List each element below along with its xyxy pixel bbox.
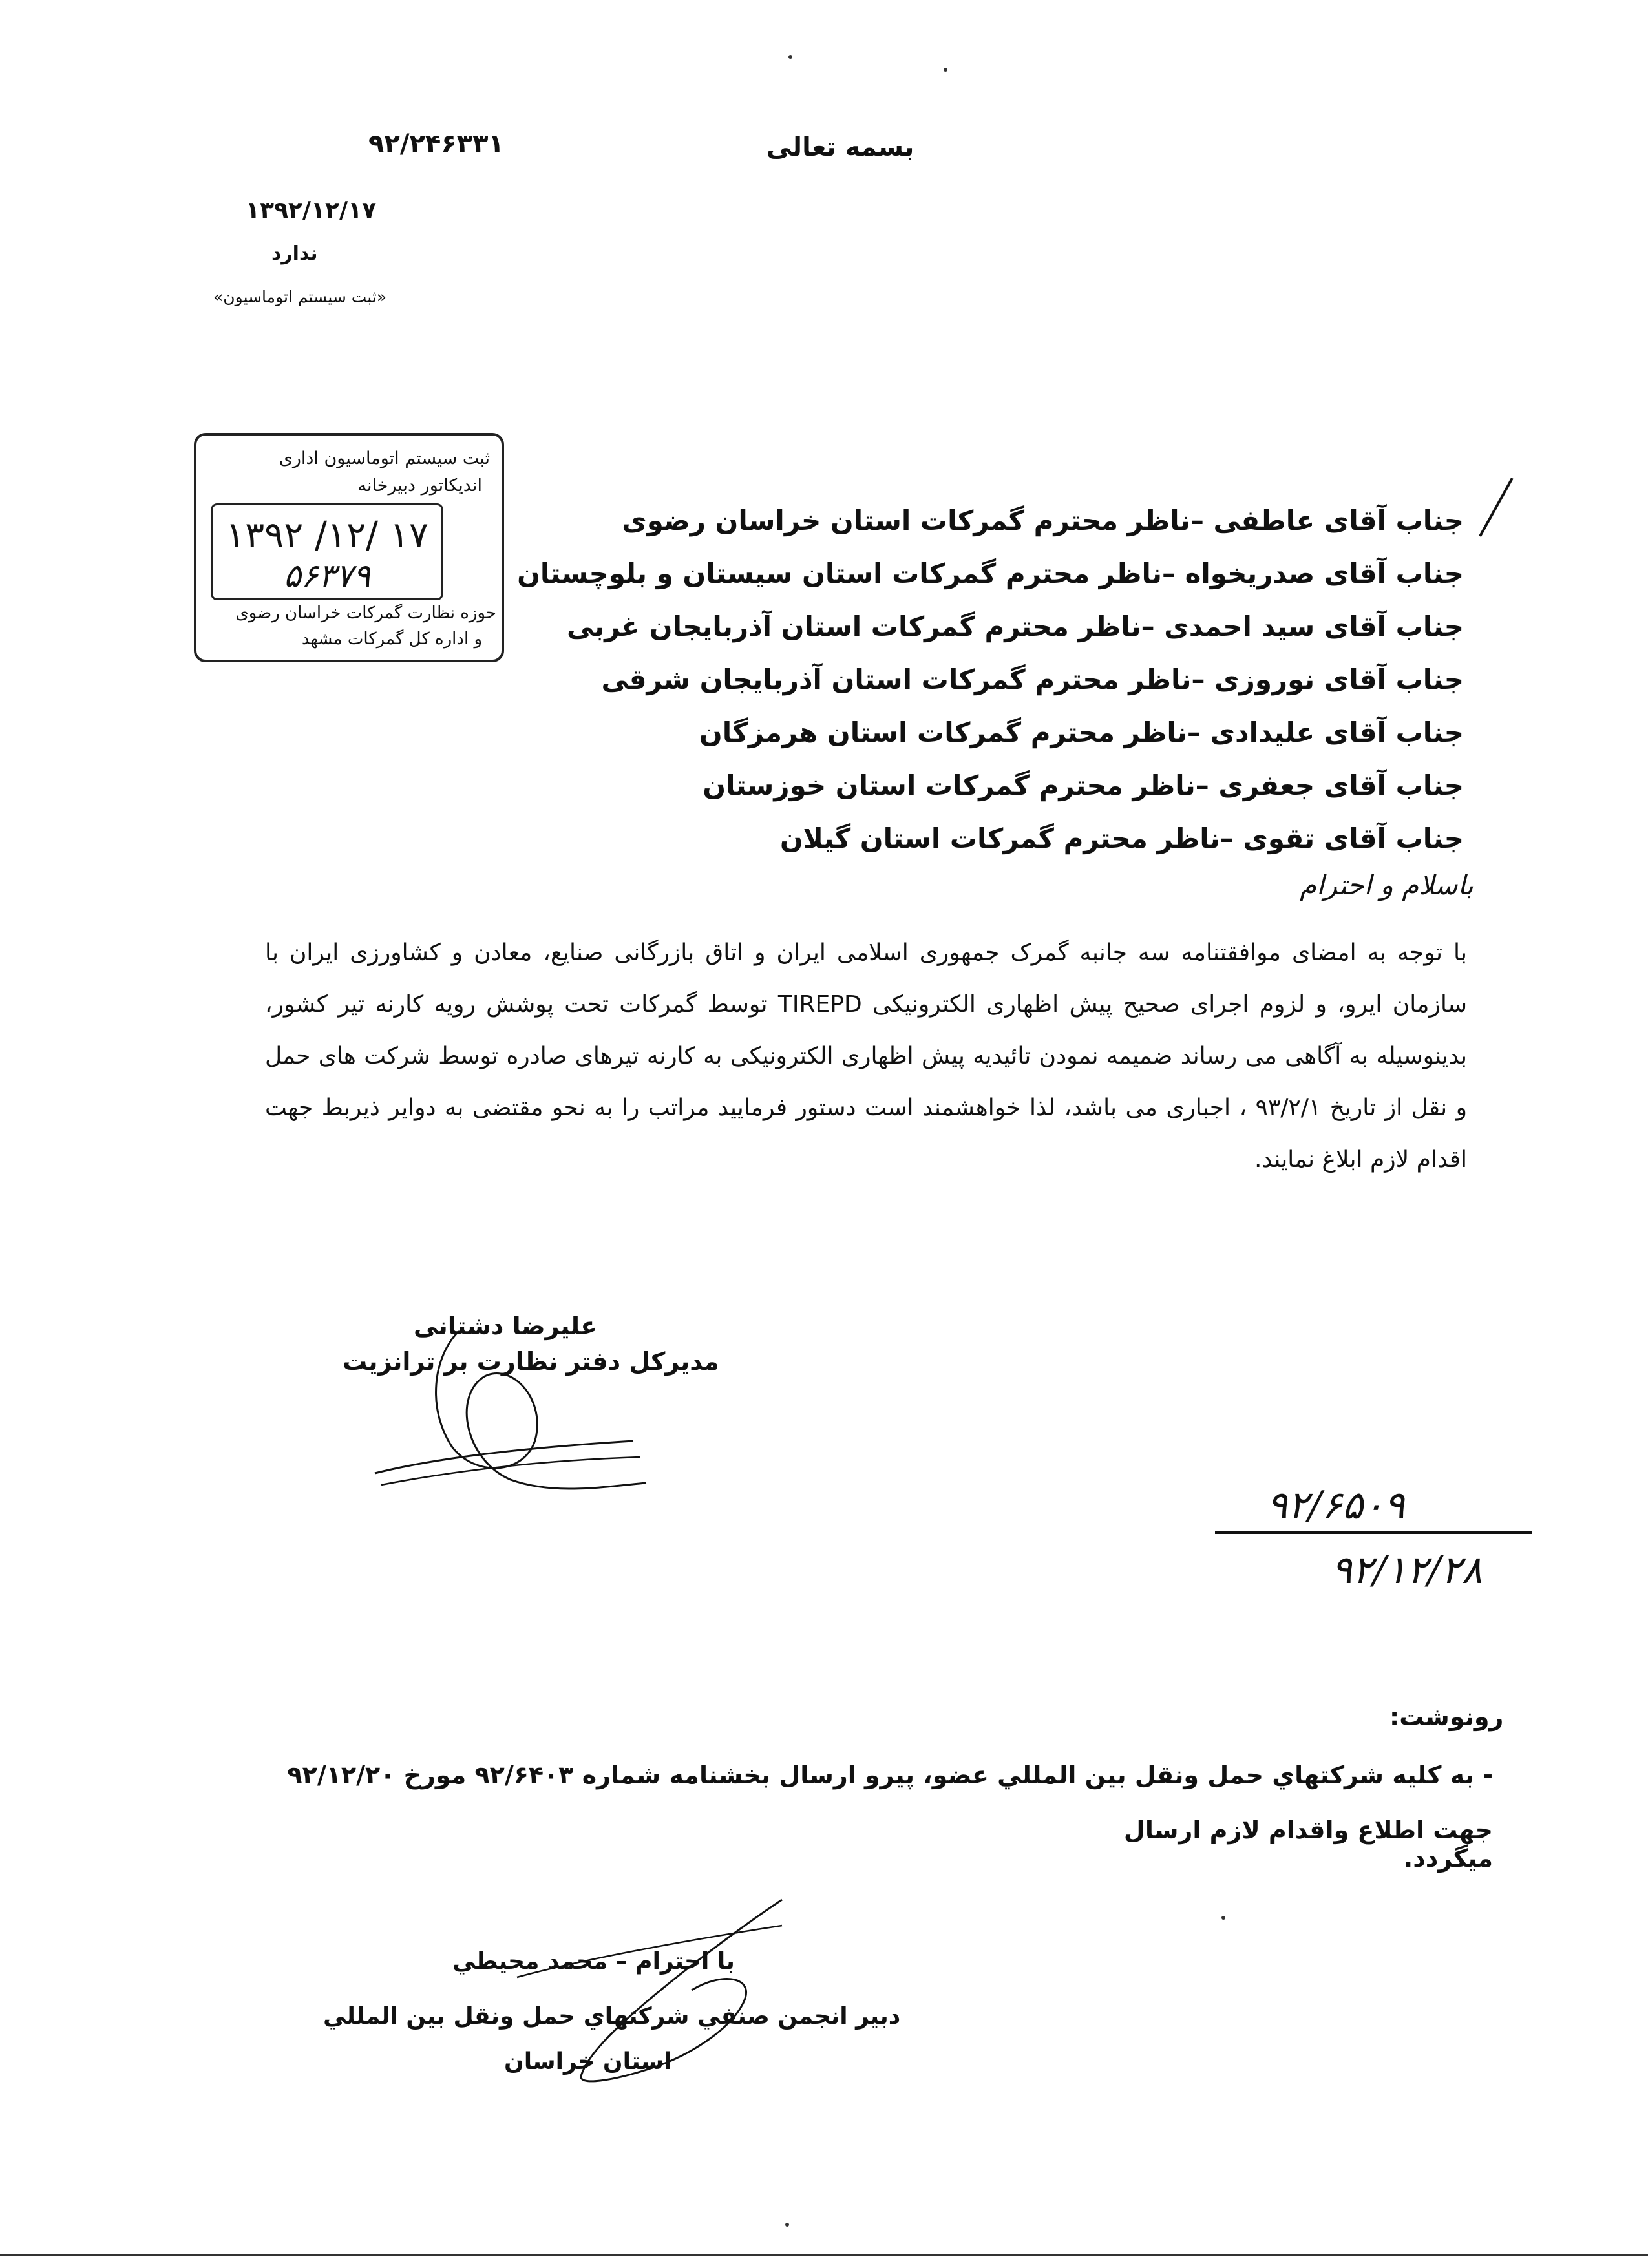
recipient-line: جناب آقای تقوی –ناظر محترم گمرکات استان گیلان	[779, 823, 1464, 854]
letter-date: ۱۳۹۲/۱۲/۱۷	[246, 197, 377, 224]
scan-dot	[944, 68, 947, 72]
recipient-line: جناب آقای جعفری –ناظر محترم گمرکات استان خوزستان	[703, 770, 1464, 801]
sender-closing: با احترام – محمد محیطي	[452, 1948, 735, 1975]
stamp-department: حوزه نظارت گمرکات خراسان رضوی	[235, 604, 496, 623]
letter-heading: بسمه تعالی	[766, 132, 914, 162]
stamp-indicator-label: اندیکاتور دبیرخانه	[357, 476, 482, 496]
letter-number: ۹۲/۲۴۶۳۳۱	[368, 129, 504, 159]
handwritten-date: ۹۲/۱۲/۲۸	[1331, 1548, 1483, 1593]
recipients-list	[365, 494, 1464, 865]
stamp-date: ۱۳۹۲ /۱۲/ ۱۷	[226, 514, 428, 556]
signatory-title: مدیرکل دفتر نظارت بر ترانزیت	[343, 1347, 719, 1376]
stamp-system-label: ثبت سیستم اتوماسیون اداری	[279, 448, 490, 468]
automation-note: «ثبت سیستم اتوماسیون»	[213, 288, 387, 306]
signature-scribble-icon	[362, 1318, 659, 1506]
sender-title: دبیر انجمن صنفي شرکتهاي حمل ونقل بین المللي	[323, 2003, 901, 2030]
signatory-name: علیرضا دشتانی	[414, 1312, 598, 1340]
sender-province: استان خراسان	[504, 2048, 672, 2075]
recipient-line: جناب آقای عاطفی –ناظر محترم گمرکات استان خراسان رضوی	[622, 505, 1464, 536]
recipient-line: جناب آقای علیدادی –ناظر محترم گمرکات استان هرمزگان	[699, 717, 1464, 748]
cc-line: - به کلیه شرکتهاي حمل ونقل بین المللي عضو، پیرو ارسال بخشنامه شماره ۹۲/۶۴۰۳ مورخ ۹۲/۱۲/۲۰	[287, 1761, 1493, 1789]
cc-line: جهت اطلاع واقدام لازم ارسال میگردد.	[1123, 1816, 1493, 1873]
bottom-rule	[0, 2254, 1648, 2256]
recipient-line: جناب آقای صدریخواه –ناظر محترم گمرکات استان سیستان و بلوچستان	[517, 558, 1464, 589]
scan-dot	[1221, 1916, 1225, 1920]
handwritten-number: ۹۲/۶۵۰۹	[1267, 1483, 1405, 1528]
stamp-registration-number: ۵۶۳۷۹	[283, 557, 371, 594]
scan-dot	[788, 55, 792, 59]
handwritten-greeting: باسلام و احترام	[1300, 869, 1474, 901]
handwritten-underline	[1215, 1531, 1532, 1534]
cc-label: رونوشت:	[1389, 1703, 1504, 1731]
letter-body: با توجه به امضای موافقتنامه سه جانبه گمرک جمهوری اسلامی ایران و اتاق بازرگانی صنایع، معادن و کشاورزی ایران با سازمان ایرو، و لزوم اجرای صحیح پیش اظهاری الکترونیکی TIREPD توسط گمرکات تحت پوشش رویه کارنه تیر کشور، بدینوسیله به آگاهی می رساند ضمیمه نمودن تائیدیه پیش اظهاری الکترونیکی به کارنه تیرهای صادره توسط شرکت های حمل و نقل از تاریخ ۹۳/۲/۱ ، اجباری می باشد، لذا خواهشمند است دستور فرمایید مراتب را به نحو مقتضی به دوایر ذیربط جهت اقدام لازم ابلاغ نمایند.	[265, 940, 1467, 1173]
attachment-status: ندارد	[271, 242, 318, 265]
stamp-office: و اداره کل گمرکات مشهد	[301, 629, 482, 649]
recipient-line: جناب آقای سید احمدی –ناظر محترم گمرکات استان آذربایجان غربی	[567, 611, 1464, 642]
recipient-line: جناب آقای نوروزی –ناظر محترم گمرکات استان آذربایجان شرقی	[601, 664, 1464, 695]
scan-dot	[785, 2223, 789, 2227]
checkmark-icon	[1477, 475, 1516, 540]
